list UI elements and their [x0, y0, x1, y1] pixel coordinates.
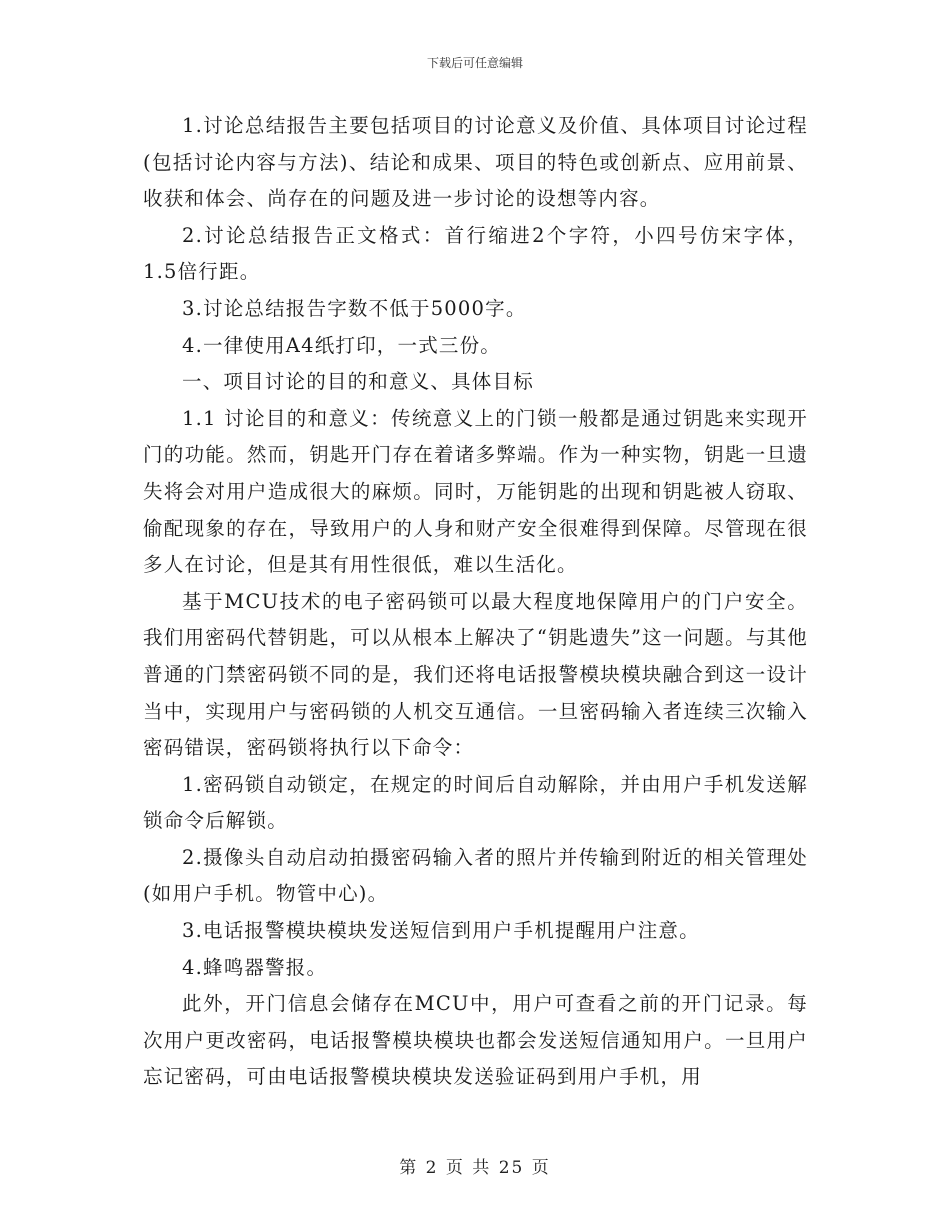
list-item-auto-lock: 1.密码锁自动锁定，在规定的时间后自动解除，并由用户手机发送解锁命令后解锁。: [143, 772, 808, 833]
section-heading: 一、项目讨论的目的和意义、具体目标: [182, 370, 534, 394]
paragraph-purpose: 1.1 讨论目的和意义：传统意义上的门锁一般都是通过钥匙来实现开门的功能。然而，钥匙开门存在着诸多弊端。作为一种实物，钥匙一旦遗失将会对用户造成很大的麻烦。同时，万能钥匙的出现和钥匙被人窃取、偷配现象的存在，导致用户的人身和财产安全很难得到保障。尽管现在很多人在讨论，但是其有用性很低，难以生活化。: [143, 406, 808, 577]
page-number: 第 2 页 共 25 页: [399, 1158, 551, 1178]
list-item-buzzer: 4.蜂鸣器警报。: [182, 955, 328, 979]
list-item-camera: 2.摄像头自动启动拍摄密码输入者的照片并传输到附近的相关管理处(如用户手机。物管中心)。: [143, 845, 808, 906]
paragraph-word-count: 3.讨论总结报告字数不低于5000字。: [182, 296, 527, 320]
paragraph-format: 2.讨论总结报告正文格式：首行缩进2个字符，小四号仿宋字体，1.5倍行距。: [143, 223, 808, 284]
paragraph-records: 此外，开门信息会储存在MCU中，用户可查看之前的开门记录。每次用户更改密码，电话报警模块模块也都会发送短信通知用户。一旦用户忘记密码，可由电话报警模块模块发送验证码到用户手机，用: [143, 992, 808, 1089]
list-item-sms-alert: 3.电话报警模块模块发送短信到用户手机提醒用户注意。: [182, 919, 700, 943]
paragraph-mcu-lock: 基于MCU技术的电子密码锁可以最大程度地保障用户的门户安全。我们用密码代替钥匙，可以从根本上解决了“钥匙遗失”这一问题。与其他普通的门禁密码锁不同的是，我们还将电话报警模块模块融合到这一设计当中，实现用户与密码锁的人机交互通信。一旦密码输入者连续三次输入密码错误，密码锁将执行以下命令：: [143, 589, 808, 760]
page-header: 下载后可任意编辑: [426, 56, 523, 70]
paragraph-printing: 4.一律使用A4纸打印，一式三份。: [182, 333, 501, 357]
document-body: [143, 108, 808, 1096]
paragraph-report-content: 1.讨论总结报告主要包括项目的讨论意义及价值、具体项目讨论过程(包括讨论内容与方法)、结论和成果、项目的特色或创新点、应用前景、收获和体会、尚存在的问题及进一步讨论的设想等内容。: [143, 114, 808, 211]
